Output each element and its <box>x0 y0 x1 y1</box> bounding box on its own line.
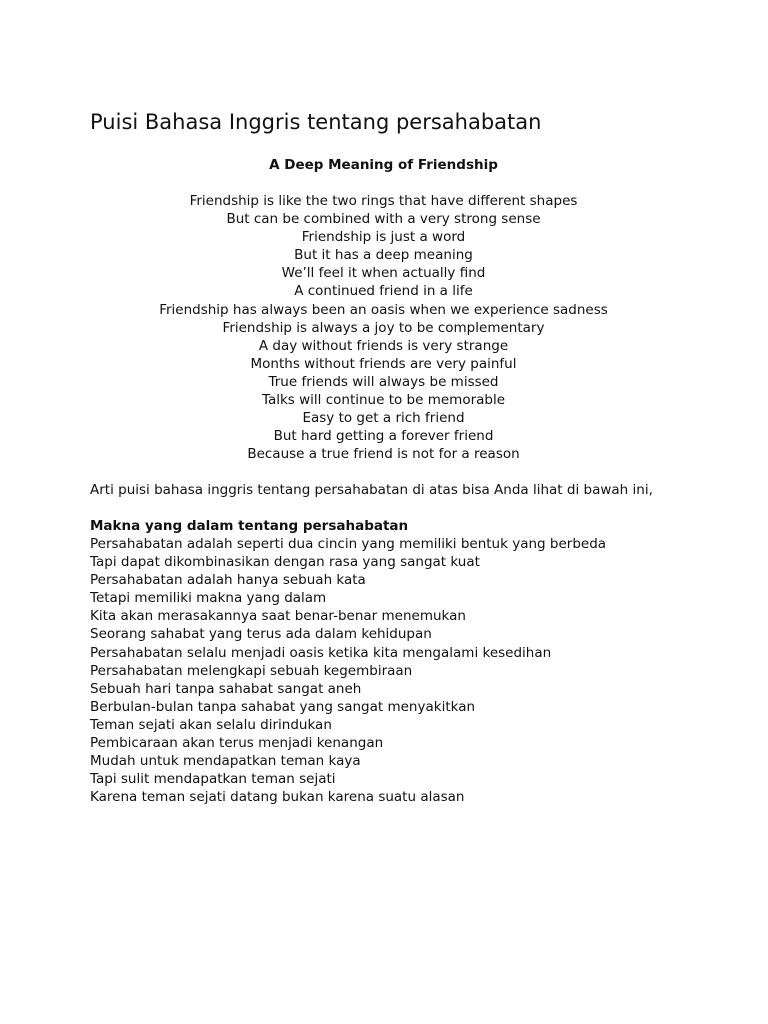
poem-line: Talks will continue to be memorable <box>261 392 506 409</box>
translation-line: Tapi dapat dikombinasikan dengan rasa yang sangat kuat <box>90 554 480 571</box>
poem-line: Friendship is just a word <box>301 229 466 246</box>
translation-lines <box>90 535 606 806</box>
poem-line: Because a true friend is not for a reason <box>247 446 520 463</box>
translation-line: Tapi sulit mendapatkan teman sejati <box>90 771 336 788</box>
translation-line: Persahabatan selalu menjadi oasis ketika kita mengalami kesedihan <box>90 644 552 661</box>
document-title: Puisi Bahasa Inggris tentang persahabatan <box>90 110 542 134</box>
translation-line: Kita akan merasakannya saat benar-benar menemukan <box>90 608 466 625</box>
poem-line: Easy to get a rich friend <box>302 410 465 427</box>
poem-line: Friendship has always been an oasis when we experience sadness <box>159 301 608 318</box>
poem-line: But can be combined with a very strong sense <box>226 211 541 228</box>
poem-line: But hard getting a forever friend <box>273 428 494 445</box>
poem-line: But it has a deep meaning <box>294 247 473 264</box>
translation-title: Makna yang dalam tentang persahabatan <box>90 518 409 534</box>
poem-line: A day without friends is very strange <box>258 337 509 354</box>
translation-line: Sebuah hari tanpa sahabat sangat aneh <box>90 680 362 697</box>
poem-line: Months without friends are very painful <box>250 355 517 372</box>
translation-line: Berbulan-bulan tanpa sahabat yang sangat menyakitkan <box>90 698 476 715</box>
translation-line: Persahabatan adalah hanya sebuah kata <box>90 572 366 589</box>
poem-lines <box>90 192 677 463</box>
translation-line: Tetapi memiliki makna yang dalam <box>90 590 327 607</box>
poem-title: A Deep Meaning of Friendship <box>269 157 498 173</box>
poem-line: True friends will always be missed <box>268 373 499 390</box>
translation-line: Persahabatan adalah seperti dua cincin yang memiliki bentuk yang berbeda <box>90 536 607 552</box>
translation-line: Teman sejati akan selalu dirindukan <box>90 716 332 733</box>
poem-line: We’ll feel it when actually find <box>281 265 486 282</box>
translation-line: Seorang sahabat yang terus ada dalam kehidupan <box>90 626 432 643</box>
translation-line: Mudah untuk mendapatkan teman kaya <box>90 753 361 770</box>
poem-line: Friendship is like the two rings that have different shapes <box>189 193 578 209</box>
intro-paragraph: Arti puisi bahasa inggris tentang persahabatan di atas bisa Anda lihat di bawah ini, <box>90 482 653 498</box>
translation-line: Karena teman sejati datang bukan karena suatu alasan <box>90 789 465 806</box>
translation-line: Pembicaraan akan terus menjadi kenangan <box>90 735 384 752</box>
translation-line: Persahabatan melengkapi sebuah kegembiraan <box>90 662 413 679</box>
poem-line: Friendship is always a joy to be complementary <box>222 319 545 336</box>
poem-line: A continued friend in a life <box>294 283 473 300</box>
